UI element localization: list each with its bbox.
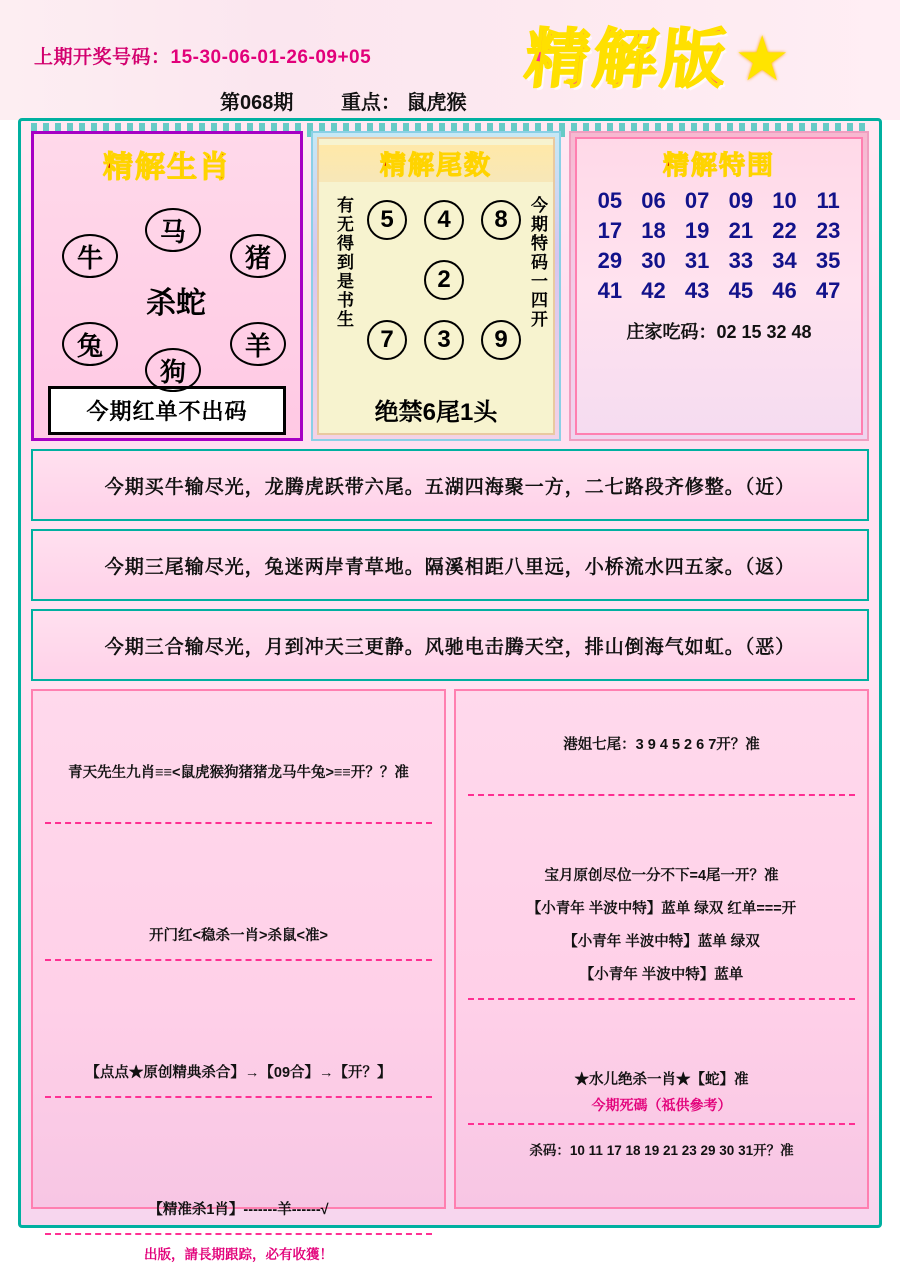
special-number: 23 — [815, 218, 841, 243]
banker-label: 庄家吃码： — [626, 322, 717, 342]
panel-special-title: 精解特围 — [662, 151, 775, 181]
tail-left-text: 有无得到是书生 — [334, 196, 353, 329]
tip-line: 【小青年 半波中特】蓝单 绿双 红单===开 — [526, 901, 797, 917]
top-panels — [31, 131, 869, 441]
previous-draw-label: 上期开奖号码： — [34, 47, 171, 68]
special-number: 34 — [772, 248, 797, 273]
kill-code-label: 杀码： — [529, 1143, 570, 1158]
special-number: 10 — [772, 188, 797, 213]
left-column — [31, 689, 446, 1262]
special-number: 21 — [728, 218, 754, 243]
special-number: 30 — [641, 248, 666, 273]
brand-title: 精解版 — [521, 23, 734, 97]
zodiac-item: 狗 — [145, 348, 201, 392]
tail-bottom-note: 绝禁6尾1头 — [374, 399, 498, 426]
special-number: 06 — [641, 188, 666, 213]
tip-line: 港姐七尾：3 9 4 5 2 6 7开？准 — [563, 737, 760, 753]
dashed-divider — [468, 998, 855, 1000]
zodiac-item: 兔 — [62, 322, 118, 366]
kill-code-numbers: 10 11 17 18 19 21 23 29 30 31开？准 — [569, 1143, 794, 1158]
panel-tail-title-wrap — [319, 145, 553, 182]
dashed-divider — [45, 822, 432, 824]
spacer — [41, 969, 436, 1055]
special-number: 33 — [728, 248, 754, 273]
tail-number: 7 — [367, 320, 407, 360]
special-number: 45 — [728, 278, 754, 303]
special-number: 18 — [641, 218, 666, 243]
special-number: 47 — [815, 278, 841, 303]
verse-text: 今期买牛输尽光，龙腾虎跃带六尾。五湖四海聚一方，二七路段齐修整。（近） — [104, 476, 796, 498]
kill-code-row — [464, 1133, 859, 1165]
zodiac-kill-item: 杀蛇 — [146, 287, 206, 320]
poster-body — [18, 118, 882, 1262]
spacer — [41, 701, 436, 755]
panel-special-inner — [575, 137, 863, 435]
panel-zodiac — [31, 131, 303, 441]
verse-text: 今期三尾输尽光，兔迷两岸青草地。隔溪相距八里远，小桥流水四五家。（返） — [104, 556, 796, 578]
tip-line: 开门红<稳杀一肖>杀鼠<准> — [149, 928, 328, 944]
tip-line: 【精准杀1肖】-------羊------√ — [148, 1202, 329, 1218]
special-number: 42 — [641, 278, 666, 303]
bottom-columns — [31, 689, 869, 1262]
banker-numbers: 02 15 32 48 — [716, 322, 812, 342]
focus-label: 重点： — [340, 92, 401, 114]
previous-draw-numbers: 15-30-06-01-26-09+05 — [170, 47, 372, 68]
zodiac-grid — [40, 190, 294, 387]
special-number: 35 — [815, 248, 841, 273]
zodiac-item: 牛 — [62, 234, 118, 278]
issue-number: 第068期 — [220, 92, 294, 114]
tail-number-area — [319, 182, 553, 377]
dashed-divider — [45, 959, 432, 961]
tail-number: 2 — [424, 260, 464, 300]
special-number: 22 — [772, 218, 797, 243]
spacer — [464, 1008, 859, 1062]
zodiac-item: 羊 — [230, 322, 286, 366]
verse-row — [31, 449, 869, 521]
verse-text: 今期三合输尽光，月到冲天三更静。风驰电击腾天空，排山倒海气如虹。（恶） — [104, 636, 796, 658]
spacer — [464, 701, 859, 727]
special-number: 43 — [684, 278, 710, 303]
right-column — [454, 689, 869, 1209]
special-number: 29 — [597, 248, 623, 273]
panel-special — [569, 131, 869, 441]
tail-number: 4 — [424, 200, 464, 240]
spacer — [464, 804, 859, 858]
panel-zodiac-title: 精解生肖 — [103, 150, 231, 185]
tip-line: 【小青年 半波中特】蓝单 — [579, 967, 744, 983]
dashed-divider — [468, 1123, 855, 1125]
issue-row — [220, 86, 467, 115]
previous-draw — [34, 42, 371, 69]
tail-number: 5 — [367, 200, 407, 240]
dashed-divider — [45, 1233, 432, 1235]
special-number: 19 — [684, 218, 710, 243]
spacer — [464, 760, 859, 786]
special-number: 17 — [597, 218, 623, 243]
dashed-divider — [468, 794, 855, 796]
spacer — [41, 1106, 436, 1192]
tip-line: 【点点★原创精典杀合】→【09合】→【开？】 — [85, 1065, 392, 1081]
tail-number: 8 — [481, 200, 521, 240]
tip-line: 青天先生九肖≡≡<鼠虎猴狗猪猪龙马牛兔>≡≡开？？准 — [68, 765, 409, 781]
special-number: 41 — [597, 278, 623, 303]
special-number: 09 — [728, 188, 754, 213]
panel-tail-title: 精解尾数 — [379, 151, 492, 181]
special-number-grid — [577, 184, 861, 304]
tail-number: 9 — [481, 320, 521, 360]
dashed-divider — [45, 1096, 432, 1098]
zodiac-note: 今期红单不出码 — [48, 386, 286, 435]
spacer — [41, 788, 436, 814]
banker-row — [577, 318, 861, 344]
dead-code-title: 今期死碼（祗供參考） — [591, 1097, 732, 1113]
special-number: 46 — [772, 278, 797, 303]
verse-row — [31, 609, 869, 681]
tip-line: ★水儿绝杀一肖★【蛇】准 — [574, 1072, 749, 1088]
special-number: 31 — [684, 248, 710, 273]
verse-row — [31, 529, 869, 601]
special-number: 07 — [684, 188, 710, 213]
spacer — [41, 832, 436, 918]
panel-tail-inner — [317, 137, 555, 435]
zodiac-item: 猪 — [230, 234, 286, 278]
star-icon: ★ — [734, 25, 790, 94]
special-number: 05 — [597, 188, 623, 213]
zodiac-item: 马 — [145, 208, 201, 252]
special-number: 11 — [816, 188, 840, 213]
page-header — [0, 0, 900, 120]
focus-value: 鼠虎猴 — [406, 92, 467, 114]
tip-line: 【小青年 半波中特】蓝单 绿双 — [563, 934, 760, 950]
publisher-note: 出版，請長期跟踪，必有收獲！ — [144, 1247, 333, 1262]
tip-line: 宝月原创尽位一分不下=4尾一开？准 — [544, 868, 779, 884]
tail-number: 3 — [424, 320, 464, 360]
panel-tail — [311, 131, 561, 441]
tail-right-text: 今期特码一四开 — [528, 196, 547, 329]
